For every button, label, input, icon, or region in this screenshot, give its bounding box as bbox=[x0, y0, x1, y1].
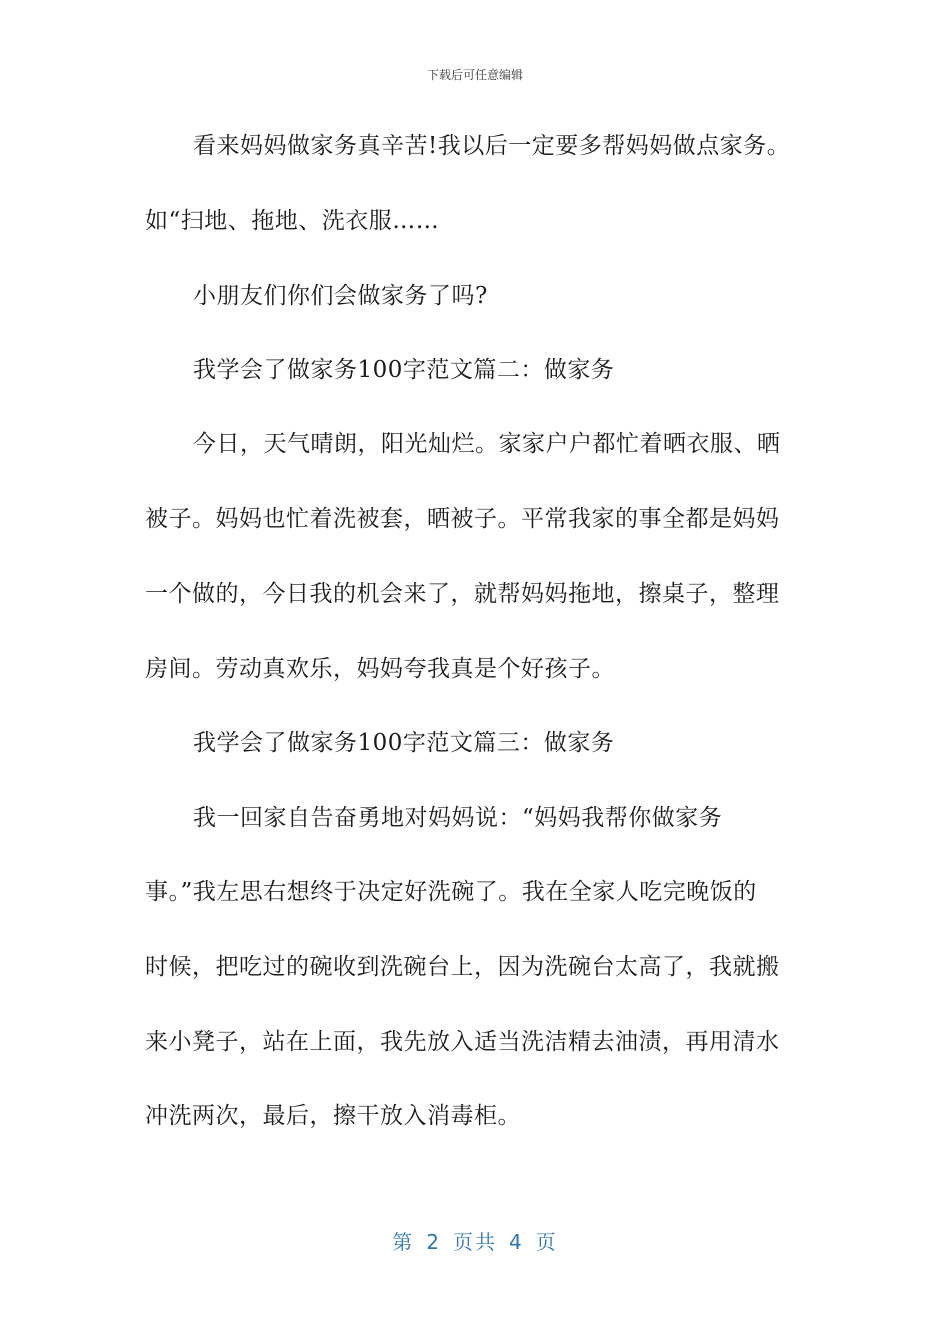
paragraph-2-line-1: 小朋友们你们会做家务了吗? bbox=[193, 283, 488, 309]
paragraph-1-line-2: 如“扫地、拖地、洗衣服…… bbox=[145, 208, 440, 234]
footer-prefix: 第 bbox=[392, 1230, 415, 1254]
footer-suffix: 页 bbox=[535, 1230, 558, 1254]
paragraph-3-heading: 我学会了做家务100字范文篇二：做家务 bbox=[193, 357, 615, 383]
paragraph-4-line-4: 房间。劳动真欢乐，妈妈夸我真是个好孩子。 bbox=[145, 656, 615, 682]
paragraph-1-line-1: 看来妈妈做家务真辛苦!我以后一定要多帮妈妈做点家务。 bbox=[193, 133, 791, 159]
footer-middle: 页共 bbox=[453, 1230, 497, 1254]
footer-total-pages: 4 bbox=[509, 1230, 524, 1254]
paragraph-6-line-1: 我一回家自告奋勇地对妈妈说：“妈妈我帮你做家务 bbox=[193, 805, 723, 831]
paragraph-4-line-3: 一个做的，今日我的机会来了，就帮妈妈拖地，擦桌子，整理 bbox=[145, 581, 780, 607]
paragraph-5-heading: 我学会了做家务100字范文篇三：做家务 bbox=[193, 730, 615, 756]
paragraph-4-line-1: 今日，天气晴朗，阳光灿烂。家家户户都忙着晒衣服、晒 bbox=[193, 431, 781, 457]
paragraph-4-line-2: 被子。妈妈也忙着洗被套，晒被子。平常我家的事全都是妈妈 bbox=[145, 506, 780, 532]
page-header: 下载后可任意编辑 bbox=[426, 68, 523, 82]
paragraph-6-line-3: 时候，把吃过的碗收到洗碗台上，因为洗碗台太高了，我就搬 bbox=[145, 954, 780, 980]
paragraph-6-line-4: 来小凳子，站在上面，我先放入适当洗洁精去油渍，再用清水 bbox=[145, 1029, 780, 1055]
page-footer bbox=[0, 1226, 950, 1255]
paragraph-6-line-2: 事。”我左思右想终于决定好洗碗了。我在全家人吃完晚饭的 bbox=[145, 879, 757, 905]
paragraph-6-line-5: 冲洗两次，最后，擦干放入消毒柜。 bbox=[145, 1103, 521, 1129]
footer-current-page: 2 bbox=[426, 1230, 441, 1254]
